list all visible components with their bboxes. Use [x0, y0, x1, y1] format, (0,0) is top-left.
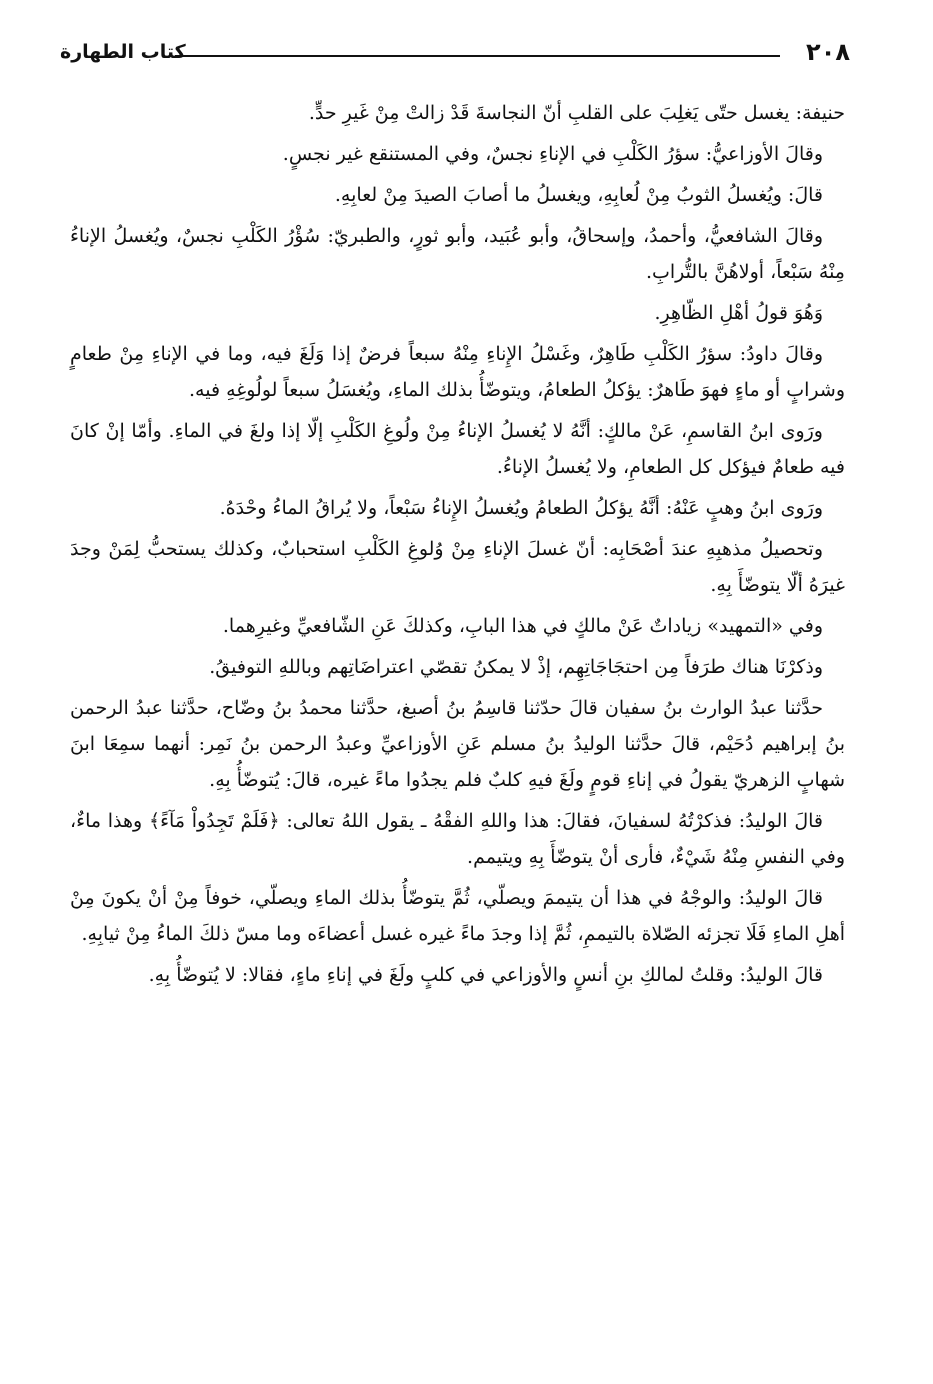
- page-body: [70, 95, 845, 1365]
- paragraph: قالَ الوليدُ: والوجْهُ في هذا أن يتيممَ ويصلّي، ثُمَّ يتوضّأُ بذلك الماءِ ويصلّي، خوفاً مِنْ أنْ يكونَ مِنْ أهلِ الماءِ فَلَا تجزئه الصّلاة بالتيممِ، ثُمَّ إذا وجدَ ماءً غيره غسل أعضاءَه وما مسّ ذلكَ الماءُ مِنْ ثيابِهِ.: [70, 887, 845, 945]
- paragraph: وفي «التمهيد» زياداتٌ عَنْ مالكٍ في هذا البابِ، وكذلكَ عَنِ الشّافعيِّ وغيرِهما.: [222, 615, 823, 637]
- paragraph: ورَوى ابنُ وهبٍ عَنْهُ: أنَّهُ يؤكلُ الطعامُ ويُغسلُ الإِناءُ سَبْعاً، ولا يُراقُ الماءُ وحْدَهُ.: [219, 497, 823, 519]
- running-title: كتاب الطهارة: [60, 41, 186, 63]
- paragraph: وقالَ الشافعيُّ، وأحمدُ، وإسحاقُ، وأبو عُبَيد، وأبو ثورٍ، والطبريّ: سُؤْرُ الكَلْبِ نجسٌ، ويُغسلُ الإناءُ مِنْهُ سَبْعاً، أولاهُنَّ بالتُّرابِ.: [70, 225, 845, 283]
- paragraph: وَهُوَ قولُ أهْلِ الظّاهِرِ.: [654, 302, 823, 324]
- paragraph: قالَ: ويُغسلُ الثوبُ مِنْ لُعابِهِ، ويغسلُ ما أصابَ الصيدَ مِنْ لعابِهِ.: [334, 184, 823, 206]
- paragraph: وتحصيلُ مذهبِهِ عندَ أصْحَابِه: أنّ غسلَ الإناءِ مِنْ وُلوغِ الكَلْبِ استحبابٌ، وكذلك يستحبُّ لِمَنْ وجدَ غيرَهُ ألّا يتوضّأَ بِهِ.: [70, 538, 845, 596]
- paragraph: حدَّثنا عبدُ الوارث بنُ سفيان قالَ حدّثنا قاسِمُ بنُ أصبغ، حدَّثنا محمدُ بنُ وضّاح، حدَّثنا عبدُ الرحمن بنُ إبراهيم دُحَيْم، قالَ حدَّثنا الوليدُ بنُ مسلم عَنِ الأوزاعيِّ وعبدُ الرحمن بنُ نَمِر: أنهما سمِعَا ابنَ شهابٍ الزهريّ يقولُ في إناءِ قومٍ ولَغَ فيهِ كلبٌ فلم يجدُوا ماءً غيره، قالَ: يُتوضّأُ بِهِ.: [70, 697, 845, 791]
- paragraph: وذكرْنَا هناك طرَفاً مِن احتجَاجَاتِهِم، إذْ لا يمكنُ تقصّي اعتراضَاتِهم وباللهِ التوفيقُ.: [209, 656, 823, 678]
- page-header: [60, 28, 850, 68]
- page-number: ٢٠٨: [806, 38, 850, 66]
- paragraph: قالَ الوليدُ: وقلتُ لمالكِ بنِ أنسٍ والأوزاعي في كلبٍ ولَغَ في إناءِ ماءٍ، فقالا: لا يُتوضّأُ بِهِ.: [148, 964, 823, 986]
- paragraph: قالَ الوليدُ: فذكرْتُهُ لسفيانَ، فقالَ: هذا واللهِ الفقْهُ ـ يقول اللهُ تعالى: ﴿فَلَمْ تَجِدُواْ مَآءً﴾ وهذا ماءٌ، وفي النفسِ مِنْهُ شَيْءٌ، فأرى أنْ يتوضّأَ بِهِ ويتيمم.: [70, 810, 845, 868]
- paragraph: حنيفة: يغسل حتّى يَغلِبَ على القلبِ أنّ النجاسةَ قَدْ زالتْ مِنْ غَيرِ حدٍّ.: [308, 102, 845, 124]
- header-rule: [175, 55, 780, 57]
- paragraph: وقالَ الأوزاعيُّ: سؤرُ الكَلْبِ في الإناءِ نجسٌ، وفي المستنقع غير نجسٍ.: [282, 143, 823, 165]
- paragraph: وقالَ داودُ: سؤرُ الكَلْبِ طَاهِرٌ، وغَسْلُ الإِناءِ مِنْهُ سبعاً فرضٌ إذا وَلَغَ فيه، وما في الإناءِ مِنْ طعامٍ وشرابٍ أو ماءٍ فهوَ طَاهرٌ: يؤكلُ الطعامُ، ويتوضّأُ بذلك الماءِ، ويُغسَلُ سبعاً لولُوغِهِ فيه.: [70, 343, 845, 401]
- paragraph: ورَوى ابنُ القاسمِ، عَنْ مالكٍ: أنَّهُ لا يُغسلُ الإناءُ مِنْ ولُوغِ الكَلْبِ إلّا إذا ولغَ في الماءِ. وأمّا إنْ كانَ فيه طعامٌ فيؤكل كل الطعامِ، ولا يُغسلُ الإناءُ.: [70, 420, 845, 478]
